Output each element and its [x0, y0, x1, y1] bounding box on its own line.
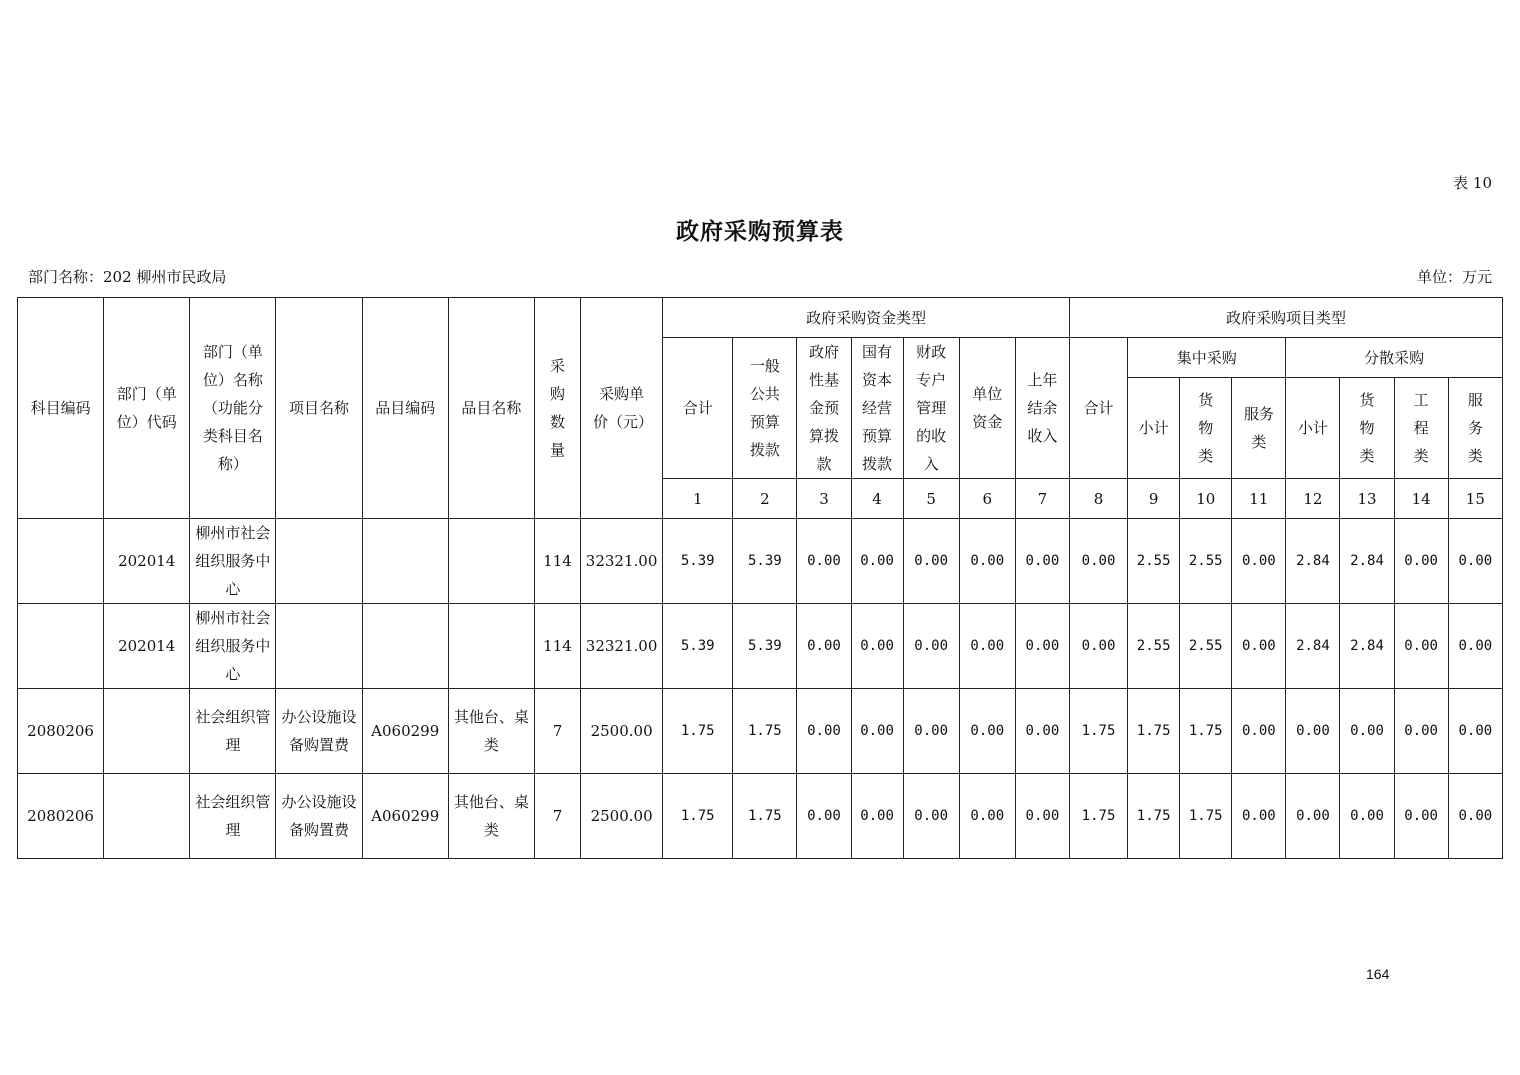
item-code-cell — [362, 519, 448, 604]
amount-cell: 0.00 — [1069, 604, 1127, 689]
dept-code-cell — [104, 689, 190, 774]
amount-cell: 1.75 — [1128, 689, 1180, 774]
amount-cell: 0.00 — [1232, 689, 1286, 774]
column-index: 12 — [1286, 479, 1340, 519]
dept-code-cell: 202014 — [104, 604, 190, 689]
amount-cell: 0.00 — [851, 604, 903, 689]
amount-cell: 0.00 — [1394, 689, 1448, 774]
amount-cell: 0.00 — [1015, 689, 1069, 774]
table-row — [18, 689, 1503, 774]
amount-cell: 2.84 — [1286, 519, 1340, 604]
amount-cell: 1.75 — [733, 689, 797, 774]
column-index: 5 — [903, 479, 959, 519]
dept-name-cell: 柳州市社会组织服务中心 — [190, 604, 276, 689]
unit-price-cell: 2500.00 — [581, 774, 663, 859]
amount-cell: 2.55 — [1180, 519, 1232, 604]
item-name-cell: 其他台、桌类 — [448, 689, 534, 774]
amount-cell: 0.00 — [1232, 519, 1286, 604]
header-project-name: 项目名称 — [276, 298, 362, 519]
item-code-cell — [362, 604, 448, 689]
header-unit-price: 采购单价（元） — [581, 298, 663, 519]
amount-cell: 2.55 — [1180, 604, 1232, 689]
column-index: 2 — [733, 479, 797, 519]
amount-cell: 1.75 — [1069, 774, 1127, 859]
header-d-subtotal: 小计 — [1286, 378, 1340, 479]
header-project-total: 合计 — [1069, 338, 1127, 479]
item-code-cell: A060299 — [362, 774, 448, 859]
dept-code-cell: 202014 — [104, 519, 190, 604]
amount-cell: 0.00 — [959, 519, 1015, 604]
page-number: 164 — [1366, 966, 1390, 982]
amount-cell: 1.75 — [1180, 774, 1232, 859]
column-index: 11 — [1232, 479, 1286, 519]
item-name-cell — [448, 519, 534, 604]
unit-price-cell: 32321.00 — [581, 519, 663, 604]
dept-name-cell: 社会组织管理 — [190, 689, 276, 774]
amount-cell: 2.84 — [1340, 519, 1394, 604]
subject-code-cell: 2080206 — [18, 774, 104, 859]
header-dept-code: 部门（单位）代码 — [104, 298, 190, 519]
amount-cell: 0.00 — [903, 604, 959, 689]
quantity-cell: 7 — [534, 774, 580, 859]
amount-cell: 0.00 — [1015, 774, 1069, 859]
amount-cell: 0.00 — [1069, 519, 1127, 604]
amount-cell: 0.00 — [851, 689, 903, 774]
header-d-service: 服务类 — [1448, 378, 1502, 479]
column-index: 14 — [1394, 479, 1448, 519]
amount-cell: 0.00 — [1015, 604, 1069, 689]
amount-cell: 0.00 — [903, 519, 959, 604]
quantity-cell: 114 — [534, 519, 580, 604]
header-dept-name: 部门（单位）名称（功能分类科目名称） — [190, 298, 276, 519]
procurement-budget-table — [17, 297, 1503, 859]
amount-cell: 0.00 — [1286, 689, 1340, 774]
amount-cell: 0.00 — [1394, 774, 1448, 859]
item-name-cell — [448, 604, 534, 689]
amount-cell: 1.75 — [1128, 774, 1180, 859]
amount-cell: 0.00 — [1448, 519, 1502, 604]
column-index: 9 — [1128, 479, 1180, 519]
column-index: 1 — [663, 479, 733, 519]
amount-cell: 5.39 — [663, 519, 733, 604]
column-index: 10 — [1180, 479, 1232, 519]
column-index: 7 — [1015, 479, 1069, 519]
amount-cell: 0.00 — [1448, 604, 1502, 689]
amount-cell: 0.00 — [903, 774, 959, 859]
column-index: 3 — [797, 479, 851, 519]
header-state-capital: 国有资本经营预算拨款 — [851, 338, 903, 479]
amount-cell: 0.00 — [1340, 774, 1394, 859]
header-project-type: 政府采购项目类型 — [1069, 298, 1502, 338]
column-index: 13 — [1340, 479, 1394, 519]
amount-cell: 0.00 — [1286, 774, 1340, 859]
amount-cell: 0.00 — [1340, 689, 1394, 774]
header-fiscal-special: 财政专户管理的收入 — [903, 338, 959, 479]
amount-cell: 5.39 — [663, 604, 733, 689]
header-c-goods: 货物类 — [1180, 378, 1232, 479]
amount-cell: 0.00 — [797, 604, 851, 689]
department-label: 部门名称：202 柳州市民政局 — [28, 268, 227, 286]
amount-cell: 0.00 — [1232, 604, 1286, 689]
table-row — [18, 519, 1503, 604]
header-d-engineering: 工程类 — [1394, 378, 1448, 479]
column-index: 8 — [1069, 479, 1127, 519]
amount-cell: 0.00 — [903, 689, 959, 774]
header-d-goods: 货物类 — [1340, 378, 1394, 479]
unit-price-cell: 2500.00 — [581, 689, 663, 774]
amount-cell: 0.00 — [959, 774, 1015, 859]
amount-cell: 0.00 — [797, 774, 851, 859]
header-unit-fund: 单位资金 — [959, 338, 1015, 479]
header-fund-total: 合计 — [663, 338, 733, 479]
project-name-cell: 办公设施设备购置费 — [276, 689, 362, 774]
table-row — [18, 774, 1503, 859]
unit-label: 单位：万元 — [1416, 268, 1492, 286]
header-quantity: 采购数量 — [534, 298, 580, 519]
header-c-subtotal: 小计 — [1128, 378, 1180, 479]
dept-name-cell: 社会组织管理 — [190, 774, 276, 859]
project-name-cell: 办公设施设备购置费 — [276, 774, 362, 859]
project-name-cell — [276, 519, 362, 604]
amount-cell: 5.39 — [733, 604, 797, 689]
item-code-cell: A060299 — [362, 689, 448, 774]
header-subject-code: 科目编码 — [18, 298, 104, 519]
header-gov-fund: 政府性基金预算拨款 — [797, 338, 851, 479]
amount-cell: 1.75 — [663, 774, 733, 859]
amount-cell: 0.00 — [851, 774, 903, 859]
header-fund-type: 政府采购资金类型 — [663, 298, 1070, 338]
project-name-cell — [276, 604, 362, 689]
amount-cell: 1.75 — [733, 774, 797, 859]
table-row — [18, 604, 1503, 689]
dept-code-cell — [104, 774, 190, 859]
amount-cell: 0.00 — [1448, 689, 1502, 774]
column-index: 4 — [851, 479, 903, 519]
amount-cell: 2.84 — [1340, 604, 1394, 689]
amount-cell: 2.55 — [1128, 519, 1180, 604]
subject-code-cell — [18, 519, 104, 604]
amount-cell: 0.00 — [797, 689, 851, 774]
unit-price-cell: 32321.00 — [581, 604, 663, 689]
amount-cell: 0.00 — [851, 519, 903, 604]
amount-cell: 0.00 — [1394, 604, 1448, 689]
amount-cell: 1.75 — [1180, 689, 1232, 774]
amount-cell: 0.00 — [797, 519, 851, 604]
amount-cell: 0.00 — [1015, 519, 1069, 604]
header-general-budget: 一般公共预算拨款 — [733, 338, 797, 479]
subject-code-cell: 2080206 — [18, 689, 104, 774]
quantity-cell: 7 — [534, 689, 580, 774]
amount-cell: 0.00 — [959, 604, 1015, 689]
header-centralized: 集中采购 — [1128, 338, 1286, 378]
column-index: 6 — [959, 479, 1015, 519]
page-title: 政府采购预算表 — [676, 218, 844, 245]
amount-cell: 2.55 — [1128, 604, 1180, 689]
amount-cell: 1.75 — [1069, 689, 1127, 774]
item-name-cell: 其他台、桌类 — [448, 774, 534, 859]
amount-cell: 0.00 — [1232, 774, 1286, 859]
amount-cell: 0.00 — [959, 689, 1015, 774]
header-item-name: 品目名称 — [448, 298, 534, 519]
header-carryover: 上年结余收入 — [1015, 338, 1069, 479]
amount-cell: 0.00 — [1394, 519, 1448, 604]
header-item-code: 品目编码 — [362, 298, 448, 519]
amount-cell: 1.75 — [663, 689, 733, 774]
column-index: 15 — [1448, 479, 1502, 519]
amount-cell: 5.39 — [733, 519, 797, 604]
amount-cell: 2.84 — [1286, 604, 1340, 689]
dept-name-cell: 柳州市社会组织服务中心 — [190, 519, 276, 604]
quantity-cell: 114 — [534, 604, 580, 689]
table-number: 表 10 — [1453, 174, 1492, 192]
header-c-service: 服务类 — [1232, 378, 1286, 479]
amount-cell: 0.00 — [1448, 774, 1502, 859]
subject-code-cell — [18, 604, 104, 689]
header-dispersed: 分散采购 — [1286, 338, 1503, 378]
